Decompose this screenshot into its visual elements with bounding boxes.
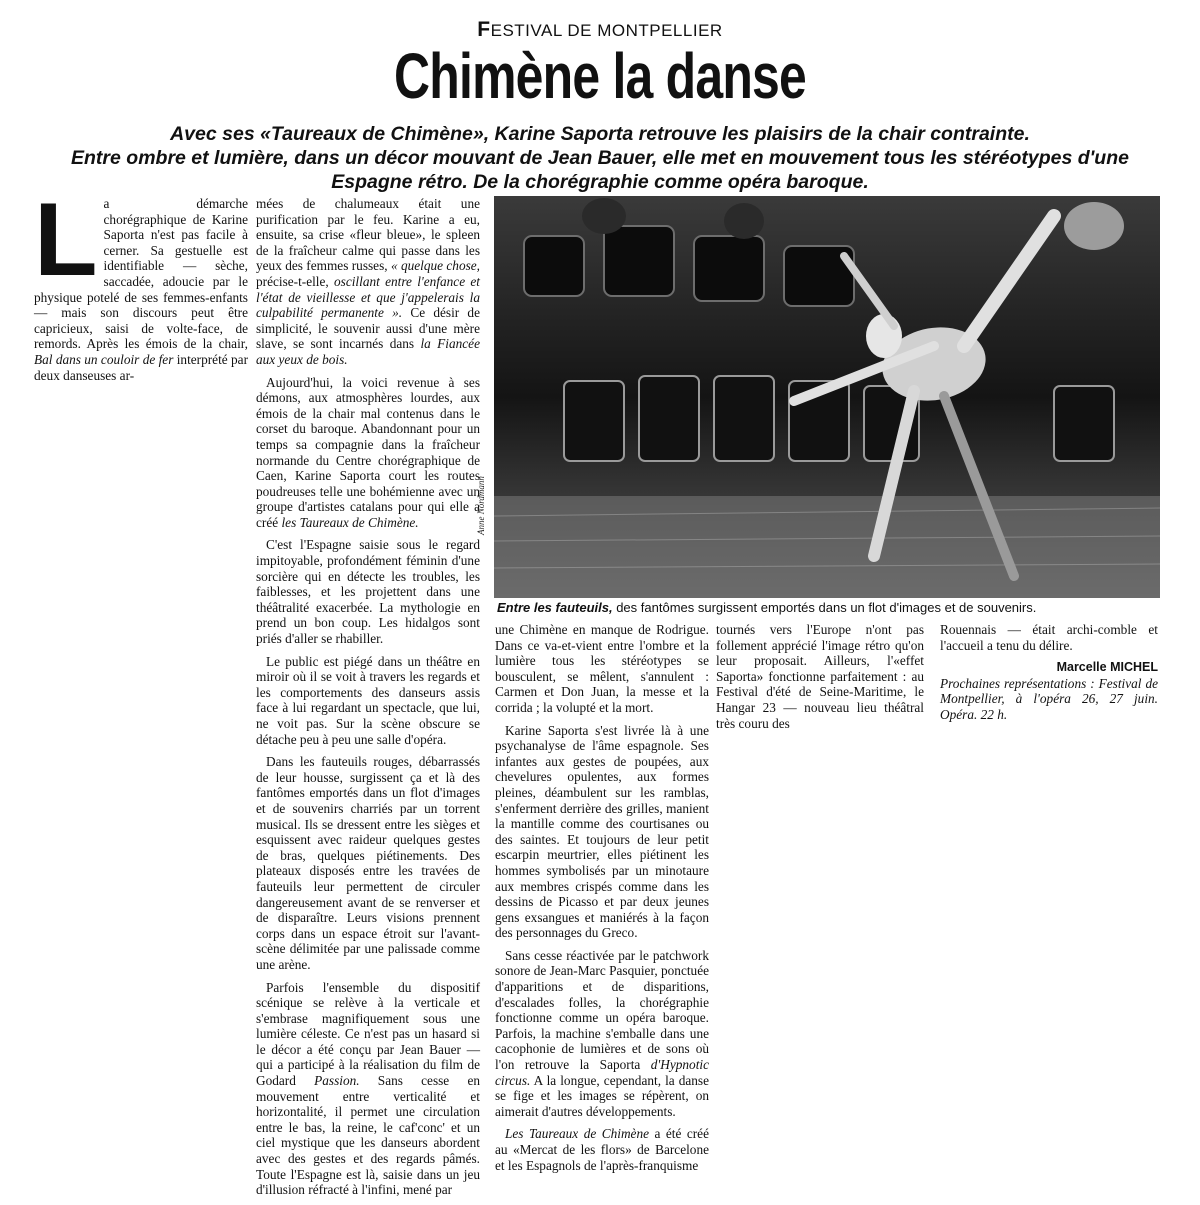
paragraph: [256, 375, 480, 531]
kicker-rest: ESTIVAL DE MONTPELLIER: [490, 21, 723, 40]
text-run: a démarche chorégraphique de Karine Saporta n'est pas facile à cerner. Sa gestuelle est identifiable — sèche, saccadée, adoucie par le physique potelé de ses femmes-enfants — mais son discours peut être capricieux, saisi de volte-face, de remords. Après les émois de la chair,: [34, 196, 248, 352]
text-run: mées de chalumeaux était une purification par le feu. Karine a eu, ensuite, sa crise «fleur bleue», le spleen de la fraîcheur calme qui passe dans les yeux des femmes russes,: [256, 196, 480, 274]
text-run-italic: d'Hypnotic circus.: [495, 1057, 709, 1088]
text-run-italic: « quelque chose,: [390, 258, 480, 274]
column-5: [940, 622, 1158, 730]
paragraph: [495, 1126, 709, 1173]
column-2: [256, 196, 480, 1205]
paragraph: Karine Saporta s'est livrée là à une psychanalyse de l'âme espagnole. Ses infantes aux gestes de poupées, aux chevelures opulentes, aux formes pleines, déambulent sur les ramblas, s'enferment derrière des grilles, manient la mantille comme des courtisanes ou des saintes. Et toujours de leur petit escarpin meurtrier, elles piétinent les hommes symbolisés par un minotaure aux membres crispés comme dans les dessins de Picasso et par deux jeunes gens exsangues et maniérés à la façon des personnages du Greco.: [495, 722, 709, 941]
paragraph: tournés vers l'Europe n'ont pas follement apprécié l'image rétro qu'on leur proposait. Ailleurs, l'«effet Saporta» fonctionne parfaitement : au Festival d'été de Seine-Maritime, le Hangar 23 — nouveau lieu théâtral très couru des: [716, 622, 924, 731]
performance-note: Prochaines représentations : Festival de Montpellier, à l'opéra 26, 27 juin. Opéra. 22 h.: [940, 675, 1158, 722]
article-deck: [40, 122, 1160, 194]
dancer-photo: [494, 196, 1160, 598]
text-run-italic: Bal dans un couloir de fer: [34, 351, 174, 367]
drop-cap: L: [34, 182, 98, 298]
text-run: Ce désir de simplicité, le souvenir aussi d'une mère slave, se sont incarnés dans: [256, 305, 480, 352]
deck-line-1: Avec ses «Taureaux de Chimène», Karine Saporta retrouve les plaisirs de la chair contrainte.: [170, 123, 1030, 145]
paragraph: [495, 948, 709, 1120]
article-title: Chimène la danse: [394, 40, 806, 112]
paragraph: [256, 980, 480, 1198]
paragraph: Dans les fauteuils rouges, débarrassés de leur housse, surgissent ça et là des fantômes emportés dans un flot d'images et de souvenirs charriés par un torrent musical. Ils se dressent entre les sièges et esquissent avec raideur quelques gestes de bras, quelques piétinements. Des plateaux disposés entre les travées de fauteuils leur permettent de circuler dangereusement avant de se renverser et de disparaître. Leurs visions prennent corps dans un espace étroit sur l'avant-scène délimitée par une palissade comme une arène.: [256, 754, 480, 972]
text-run: précise-t-elle,: [256, 273, 335, 289]
paragraph: une Chimène en manque de Rodrigue. Dans ce va-et-vient entre l'ombre et la lumière tous les stéréotypes se bousculent, se mêlent, s'annulent : Carmen et Don Juan, la messe et la corrida ; la volupté et la mort.: [495, 622, 709, 715]
text-run: interprété par deux danseuses ar-: [34, 351, 248, 383]
text-run: Parfois l'ensemble du dispositif scénique se relève à la verticale et s'embrase magnifiquement sous une lumière céleste. Ce n'est pas un hasard si le décor a été conçu par Jean Bauer — qui a participé à la réalisation du film de Godard: [256, 979, 480, 1089]
caption-lead: Entre les fauteuils,: [497, 600, 613, 615]
column-3: [495, 622, 709, 1180]
text-run: Sans cesse en mouvement entre verticalité et horizontalité, il permet une circulation entre le bas, la reine, le caf'conc' et un ciel mystique que les danseurs abordent avec des gestes et des regards pâmés. Toute l'Espagne est là, saisie dans un jeu d'illusion réfracté à l'infini, mené par: [256, 1073, 481, 1198]
text-run: Sans cesse réactivée par le patchwork sonore de Jean-Marc Pasquier, ponctuée d'apparitions et de disparitions, d'escalades folles, la chorégraphie fonctionne comme un opéra baroque. Parfois, la machine s'emballe dans une cacophonie de lumières et de sons où l'on retrouve la Saporta: [495, 947, 709, 1073]
text-run: A la longue, cependant, la danse se fige et les images se répèrent, on aimerait d'autres développements.: [495, 1072, 709, 1119]
caption-text: des fantômes surgissent emportés dans un flot d'images et de souvenirs.: [612, 600, 1037, 615]
deck-line-3: Espagne rétro. De la chorégraphie comme opéra baroque.: [331, 171, 869, 193]
paragraph: Rouennais — était archi-comble et l'accueil a tenu du délire.: [940, 622, 1158, 653]
text-run-italic: Passion.: [314, 1073, 360, 1089]
photo-caption: [497, 600, 1159, 615]
text-run-italic: oscillant entre l'enfance et l'état de vieillesse et que j'appelerais la culpabilité permanente ».: [256, 273, 480, 321]
text-run-italic: la Fiancée aux yeux de bois.: [256, 336, 480, 367]
column-1: [34, 182, 248, 390]
text-run-italic: Les Taureaux de Chimène: [505, 1126, 649, 1142]
kicker-initial: F: [477, 18, 491, 41]
photo-credit: Anne Nordmann: [476, 476, 486, 535]
deck-line-2: Entre ombre et lumière, dans un décor mouvant de Jean Bauer, elle met en mouvement tous les stéréotypes d'une: [71, 147, 1129, 169]
paragraph: [34, 182, 248, 383]
text-run-italic: les Taureaux de Chimène.: [281, 514, 419, 530]
paragraph: C'est l'Espagne saisie sous le regard impitoyable, profondément féminin d'une sorcière qui en détecte les troubles, les faiblesses, et les projettent dans une théâtralité exacerbée. La mythologie en prend un bon coup. Les hidalgos sont priés d'aller se rhabiller.: [256, 537, 480, 647]
author-signature: Marcelle MICHEL: [1056, 660, 1158, 675]
paragraph: Le public est piégé dans un théâtre en miroir où il se voit à travers les regards et les comportements des danseurs assis face à lui regardant un spectacle, que lui, ne voit pas. Sur la scène obscure se détache peu à peu une salle d'opéra.: [256, 653, 480, 747]
paragraph: [256, 196, 480, 368]
text-run: Aujourd'hui, la voici revenue à ses démons, aux atmosphères lourdes, aux émois de la chair mal contenus dans le corset du baroque. Abandonnant pour un temps sa compagnie dans la fraîcheur normande du Centre chorégraphique de Caen, Karine Saporta court les routes poudreuses telle une bohémienne avec un groupe d'artistes catalans pour qui elle a créé: [256, 374, 480, 530]
text-run: a été créé au «Mercat de les flors» de Barcelone et les Espagnols de l'après-franquisme: [495, 1126, 709, 1173]
photo-illustration: [494, 196, 1160, 598]
column-4: [716, 622, 924, 738]
